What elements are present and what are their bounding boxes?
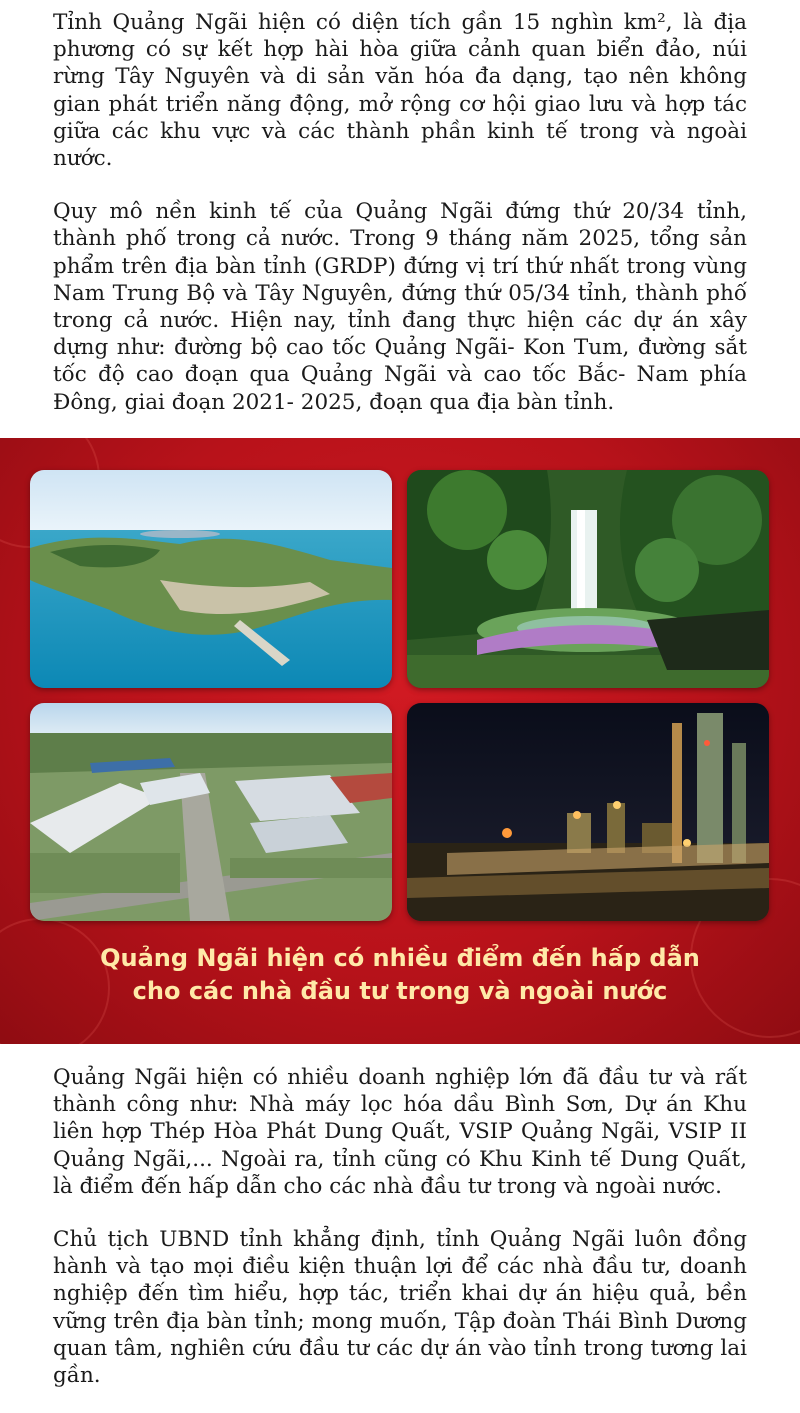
- oil-refinery-night-photo: [407, 703, 769, 921]
- paragraph-area-landscape: Tỉnh Quảng Ngãi hiện có diện tích gần 15 nghìn km², là địa phương có sự kết hợp hài hòa giữa cảnh quan biển đảo, núi rừng Tây Nguyên và di sản văn hóa đa dạng, tạo nên không gian phát triển năng động, mở rộng cơ hội giao lưu và hợp tác giữa các khu vực và các thành phần kinh tế trong và ngoài nước.: [53, 10, 747, 172]
- banner-caption: [0, 942, 800, 1008]
- article-top-text: [53, 9, 747, 416]
- industrial-park-photo: [30, 703, 392, 921]
- island-coast-photo: [30, 470, 392, 688]
- paragraph-chairman-statement: Chủ tịch UBND tỉnh khẳng định, tỉnh Quảng Ngãi luôn đồng hành và tạo mọi điều kiện thuận lợi để các nhà đầu tư, doanh nghiệp đến tìm hiểu, hợp tác, triển khai dự án hiệu quả, bền vững trên địa bàn tỉnh; mong muốn, Tập đoàn Thái Bình Dương quan tâm, nghiên cứu đầu tư các dự án vào tỉnh trong tương lai gần.: [53, 1227, 747, 1389]
- waterfall-forest-photo: [407, 470, 769, 688]
- paragraph-enterprises: Quảng Ngãi hiện có nhiều doanh nghiệp lớn đã đầu tư và rất thành công như: Nhà máy lọc hóa dầu Bình Sơn, Dự án Khu liên hợp Thép Hòa Phát Dung Quất, VSIP Quảng Ngãi, VSIP II Quảng Ngãi,... Ngoài ra, tỉnh cũng có Khu Kinh tế Dung Quất, là điểm đến hấp dẫn cho các nhà đầu tư trong và ngoài nước.: [53, 1065, 747, 1199]
- banner-caption-line1: Quảng Ngãi hiện có nhiều điểm đến hấp dẫn: [100, 944, 700, 972]
- paragraph-economy-scale: Quy mô nền kinh tế của Quảng Ngãi đứng thứ 20/34 tỉnh, thành phố trong cả nước. Trong 9 tháng năm 2025, tổng sản phẩm trên địa bàn tỉnh (GRDP) đứng vị trí thứ nhất trong vùng Nam Trung Bộ và Tây Nguyên, đứng thứ 05/34 tỉnh, thành phố trong cả nước. Hiện nay, tỉnh đang thực hiện các dự án xây dựng như: đường bộ cao tốc Quảng Ngãi- Kon Tum, đường sắt tốc độ cao đoạn qua Quảng Ngãi và cao tốc Bắc- Nam phía Đông, giai đoạn 2021- 2025, đoạn qua địa bàn tỉnh.: [53, 199, 747, 415]
- article-bottom-text: [53, 1064, 747, 1389]
- photo-banner: [0, 438, 800, 1044]
- banner-caption-line2: cho các nhà đầu tư trong và ngoài nước: [132, 977, 668, 1005]
